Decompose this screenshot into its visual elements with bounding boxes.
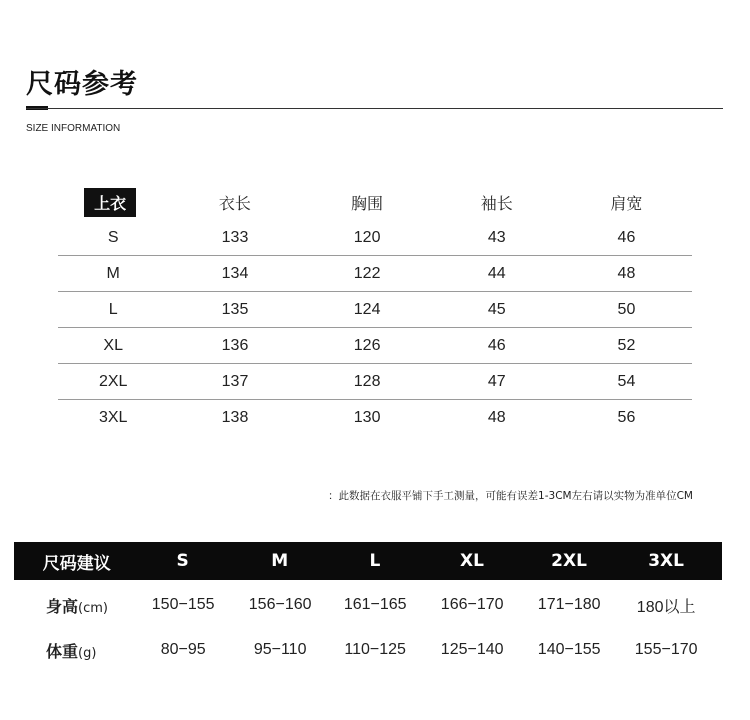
weight-row bbox=[14, 635, 722, 665]
value-cell: 47 bbox=[487, 372, 506, 390]
size-cell: L bbox=[108, 300, 118, 318]
table-row bbox=[58, 220, 692, 256]
size-cell: 3XL bbox=[98, 409, 128, 426]
weight-value: 110−125 bbox=[344, 641, 406, 658]
table-row bbox=[58, 328, 692, 364]
height-value: 156−160 bbox=[248, 596, 312, 613]
value-cell: 130 bbox=[353, 409, 381, 426]
value-cell: 128 bbox=[353, 372, 381, 390]
recommend-size-header: 2XL bbox=[551, 551, 587, 571]
height-unit: (cm) bbox=[78, 600, 108, 616]
height-value: 171−180 bbox=[537, 596, 601, 613]
weight-value: 95−110 bbox=[253, 641, 307, 658]
value-cell: 124 bbox=[353, 300, 381, 318]
value-cell: 52 bbox=[617, 336, 636, 354]
size-cell: 2XL bbox=[98, 372, 128, 390]
recommend-size-header: XL bbox=[459, 551, 484, 571]
column-header: 肩宽 bbox=[610, 193, 643, 213]
table-row bbox=[58, 400, 692, 436]
column-header: 衣长 bbox=[218, 193, 251, 213]
weight-value: 155−170 bbox=[634, 641, 698, 658]
size-recommendation-header bbox=[14, 542, 722, 580]
size-table-header bbox=[52, 184, 692, 220]
value-cell: 137 bbox=[221, 372, 249, 390]
value-cell: 133 bbox=[221, 228, 249, 246]
column-header: 袖长 bbox=[480, 193, 513, 213]
height-label-text: 身高 bbox=[46, 596, 79, 616]
weight-label bbox=[14, 639, 140, 662]
page-title: 尺码参考 bbox=[26, 69, 138, 100]
height-value: 161−165 bbox=[343, 596, 407, 613]
value-cell: 134 bbox=[221, 264, 249, 282]
table-row bbox=[58, 256, 692, 292]
value-cell: 138 bbox=[221, 409, 249, 426]
recommendation-label: 尺码建议 bbox=[42, 553, 111, 574]
size-cell: XL bbox=[103, 336, 123, 354]
weight-value: 125−140 bbox=[440, 641, 504, 658]
height-value: 166−170 bbox=[440, 596, 504, 613]
height-row bbox=[14, 590, 722, 620]
table-row bbox=[58, 364, 692, 400]
size-table bbox=[52, 184, 692, 436]
weight-value: 140−155 bbox=[537, 641, 601, 658]
value-cell: 54 bbox=[617, 372, 636, 390]
recommend-size-header: 3XL bbox=[648, 551, 684, 571]
value-cell: 126 bbox=[353, 336, 381, 354]
value-cell: 45 bbox=[487, 300, 506, 318]
title-divider bbox=[26, 108, 723, 109]
height-value: 180以上 bbox=[636, 598, 696, 616]
value-cell: 50 bbox=[617, 300, 636, 318]
measurement-note: ：此数据在衣服平铺下手工测量，可能有误差1-3CM左右请以实物为准单位CM bbox=[328, 490, 693, 502]
table-row bbox=[58, 292, 692, 328]
header-corner-cell bbox=[52, 188, 168, 217]
value-cell: 135 bbox=[221, 300, 249, 318]
value-cell: 43 bbox=[487, 228, 506, 246]
recommend-size-header: M bbox=[271, 551, 289, 571]
value-cell: 46 bbox=[487, 336, 506, 354]
column-header: 胸围 bbox=[351, 193, 384, 213]
page-subtitle: SIZE INFORMATION bbox=[26, 123, 121, 134]
height-label bbox=[14, 594, 140, 617]
weight-unit: (g) bbox=[78, 645, 97, 661]
height-value: 150−155 bbox=[151, 596, 215, 613]
value-cell: 46 bbox=[617, 228, 636, 246]
value-cell: 48 bbox=[617, 264, 636, 282]
value-cell: 48 bbox=[487, 409, 506, 426]
recommend-size-header: S bbox=[176, 551, 189, 571]
size-cell: S bbox=[107, 228, 119, 246]
weight-label-text: 体重 bbox=[46, 641, 79, 661]
value-cell: 44 bbox=[487, 264, 506, 282]
value-cell: 136 bbox=[221, 336, 249, 354]
value-cell: 122 bbox=[353, 264, 381, 282]
value-cell: 120 bbox=[353, 228, 381, 246]
size-cell: M bbox=[106, 264, 120, 282]
recommend-size-header: L bbox=[369, 551, 381, 571]
value-cell: 56 bbox=[617, 409, 636, 426]
corner-label: 上衣 bbox=[84, 188, 136, 217]
weight-value: 80−95 bbox=[160, 641, 206, 658]
